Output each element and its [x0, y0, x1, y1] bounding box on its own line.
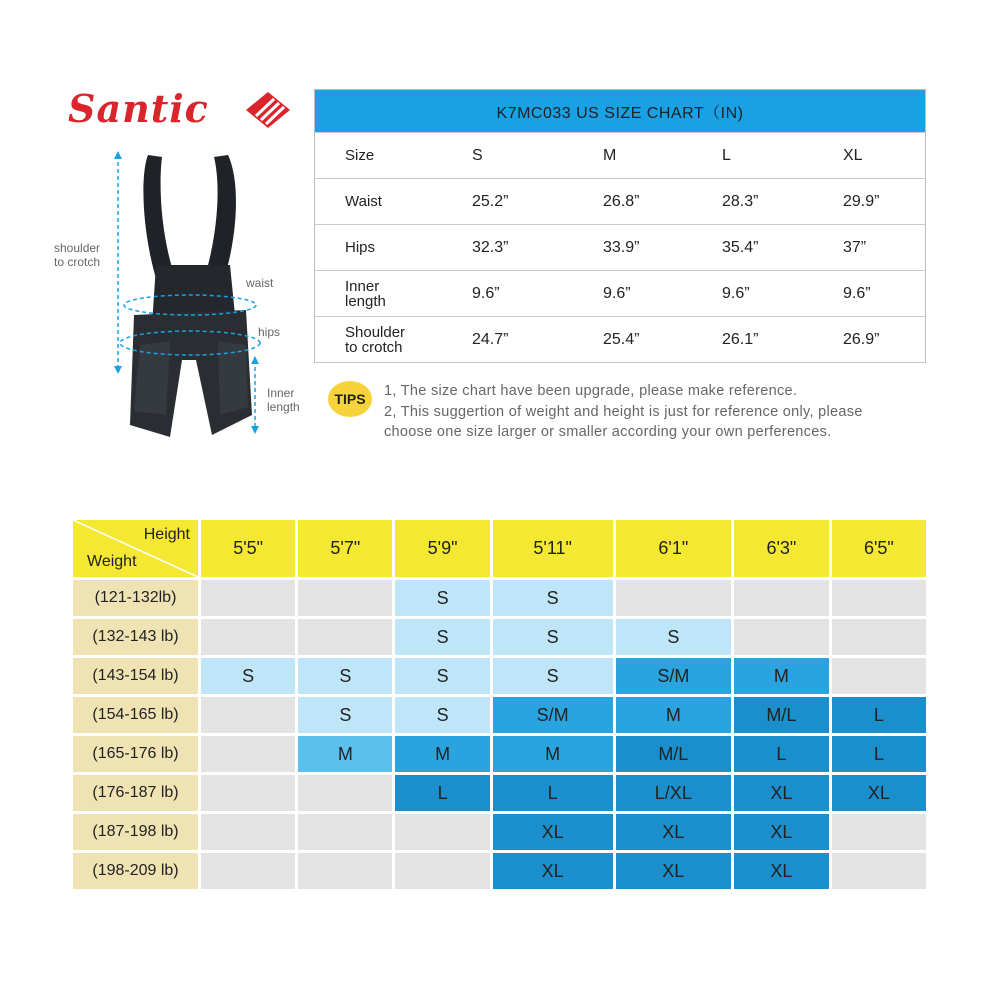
weight-range-cell: (154-165 lb): [72, 696, 200, 735]
size-recommendation-cell: S: [394, 696, 491, 735]
size-header-cell: XL: [809, 133, 926, 179]
tip-line: 2, This suggertion of weight and height is just for reference only, please: [384, 403, 863, 420]
size-recommendation-cell: [200, 813, 297, 852]
table-cell: 32.3”: [436, 225, 563, 271]
size-recommendation-cell: L/XL: [614, 774, 732, 813]
size-recommendation-cell: L: [830, 735, 927, 774]
size-recommendation-cell: [830, 852, 927, 891]
inner-length-label: Inner length: [267, 386, 300, 414]
weight-row: [72, 852, 928, 891]
size-recommendation-cell: [394, 852, 491, 891]
size-recommendation-cell: S: [394, 579, 491, 618]
tip-line: 1, The size chart have been upgrade, please make reference.: [384, 383, 798, 399]
size-chart-title: K7MC033 US SIZE CHART（IN): [315, 90, 926, 133]
weight-range-cell: (187-198 lb): [72, 813, 200, 852]
size-recommendation-cell: [297, 813, 394, 852]
table-cell: 28.3”: [686, 179, 809, 225]
size-recommendation-cell: S: [200, 657, 297, 696]
table-cell: 25.4”: [563, 317, 686, 363]
size-recommendation-cell: S: [297, 657, 394, 696]
size-recommendation-cell: S: [491, 579, 614, 618]
row-label: Shoulder to crotch: [315, 317, 437, 363]
size-recommendation-cell: XL: [830, 774, 927, 813]
size-recommendation-cell: [297, 852, 394, 891]
height-weight-table: [70, 517, 929, 892]
weight-row: [72, 735, 928, 774]
size-recommendation-cell: M/L: [733, 696, 831, 735]
size-recommendation-cell: [830, 579, 927, 618]
height-header-cell: 5'11": [491, 519, 614, 579]
size-recommendation-cell: S: [394, 618, 491, 657]
size-recommendation-cell: [394, 813, 491, 852]
size-recommendation-cell: L: [830, 696, 927, 735]
size-recommendation-cell: [200, 774, 297, 813]
weight-range-cell: (121-132lb): [72, 579, 200, 618]
table-cell: 35.4”: [686, 225, 809, 271]
table-cell: 24.7”: [436, 317, 563, 363]
height-header-cell: 5'7": [297, 519, 394, 579]
size-chart-row: [315, 271, 926, 317]
size-recommendation-cell: [200, 579, 297, 618]
weight-axis-label: Weight: [87, 553, 137, 570]
tips-badge: TIPS: [328, 381, 372, 417]
hips-label: hips: [258, 325, 281, 339]
height-header-row: [72, 519, 928, 579]
size-recommendation-cell: XL: [614, 813, 732, 852]
size-recommendation-cell: L: [491, 774, 614, 813]
weight-row: [72, 696, 928, 735]
size-recommendation-cell: S: [491, 657, 614, 696]
size-chart-row: [315, 179, 926, 225]
size-recommendation-cell: XL: [491, 852, 614, 891]
size-header-cell: S: [436, 133, 563, 179]
size-recommendation-cell: M: [297, 735, 394, 774]
size-recommendation-cell: S/M: [614, 657, 732, 696]
size-recommendation-cell: M: [491, 735, 614, 774]
height-header-cell: 5'5": [200, 519, 297, 579]
size-recommendation-cell: S: [614, 618, 732, 657]
weight-range-cell: (176-187 lb): [72, 774, 200, 813]
size-recommendation-cell: [200, 618, 297, 657]
weight-row: [72, 657, 928, 696]
size-recommendation-cell: [297, 618, 394, 657]
size-header-cell: L: [686, 133, 809, 179]
height-header-cell: 6'1": [614, 519, 732, 579]
weight-row: [72, 618, 928, 657]
height-header-cell: 5'9": [394, 519, 491, 579]
size-recommendation-cell: [200, 696, 297, 735]
tips-text: [384, 381, 944, 443]
shoulder-to-crotch-label: shoulder to crotch: [54, 241, 101, 269]
table-cell: 29.9”: [809, 179, 926, 225]
size-chart-header-row: [315, 133, 926, 179]
size-chart-row: [315, 225, 926, 271]
table-cell: 25.2”: [436, 179, 563, 225]
height-header-cell: 6'5": [830, 519, 927, 579]
size-recommendation-cell: M/L: [614, 735, 732, 774]
size-recommendation-cell: [830, 618, 927, 657]
size-recommendation-cell: XL: [491, 813, 614, 852]
size-recommendation-cell: [297, 774, 394, 813]
brand-name: Santic: [68, 86, 209, 131]
tip-line: choose one size larger or smaller according your own perferences.: [384, 424, 832, 440]
weight-range-cell: (132-143 lb): [72, 618, 200, 657]
brand-logo: [68, 86, 298, 136]
size-recommendation-cell: S: [297, 696, 394, 735]
row-label: Hips: [315, 225, 437, 271]
size-recommendation-cell: [830, 813, 927, 852]
table-cell: 26.9”: [809, 317, 926, 363]
size-recommendation-cell: [614, 579, 732, 618]
row-label: Inner length: [315, 271, 437, 317]
size-recommendation-cell: L: [394, 774, 491, 813]
size-recommendation-cell: [297, 579, 394, 618]
height-header-cell: 6'3": [733, 519, 831, 579]
size-recommendation-cell: L: [733, 735, 831, 774]
size-recommendation-cell: S: [394, 657, 491, 696]
size-recommendation-cell: XL: [614, 852, 732, 891]
weight-range-cell: (143-154 lb): [72, 657, 200, 696]
brand-mark-icon: [244, 90, 292, 130]
size-recommendation-cell: [830, 657, 927, 696]
size-chart-table: [314, 89, 926, 363]
table-cell: 9.6”: [809, 271, 926, 317]
table-cell: 37”: [809, 225, 926, 271]
size-header-label: Size: [315, 133, 437, 179]
size-recommendation-cell: XL: [733, 813, 831, 852]
height-axis-label: Height: [143, 526, 190, 543]
size-recommendation-cell: XL: [733, 774, 831, 813]
table-cell: 9.6”: [563, 271, 686, 317]
size-recommendation-cell: S/M: [491, 696, 614, 735]
weight-range-cell: (165-176 lb): [72, 735, 200, 774]
bib-shorts-illustration: [50, 145, 320, 445]
table-cell: 9.6”: [686, 271, 809, 317]
table-cell: 26.8”: [563, 179, 686, 225]
size-recommendation-cell: [200, 735, 297, 774]
size-recommendation-cell: XL: [733, 852, 831, 891]
size-recommendation-cell: M: [733, 657, 831, 696]
table-cell: 33.9”: [563, 225, 686, 271]
weight-row: [72, 813, 928, 852]
size-recommendation-cell: [733, 618, 831, 657]
table-cell: 26.1”: [686, 317, 809, 363]
size-recommendation-cell: [733, 579, 831, 618]
weight-range-cell: (198-209 lb): [72, 852, 200, 891]
weight-row: [72, 774, 928, 813]
table-cell: 9.6”: [436, 271, 563, 317]
table-corner-cell: [72, 519, 200, 579]
size-recommendation-cell: M: [394, 735, 491, 774]
size-recommendation-cell: M: [614, 696, 732, 735]
size-header-cell: M: [563, 133, 686, 179]
row-label: Waist: [315, 179, 437, 225]
size-recommendation-cell: S: [491, 618, 614, 657]
size-chart-row: [315, 317, 926, 363]
waist-label: waist: [246, 276, 274, 290]
weight-row: [72, 579, 928, 618]
size-recommendation-cell: [200, 852, 297, 891]
